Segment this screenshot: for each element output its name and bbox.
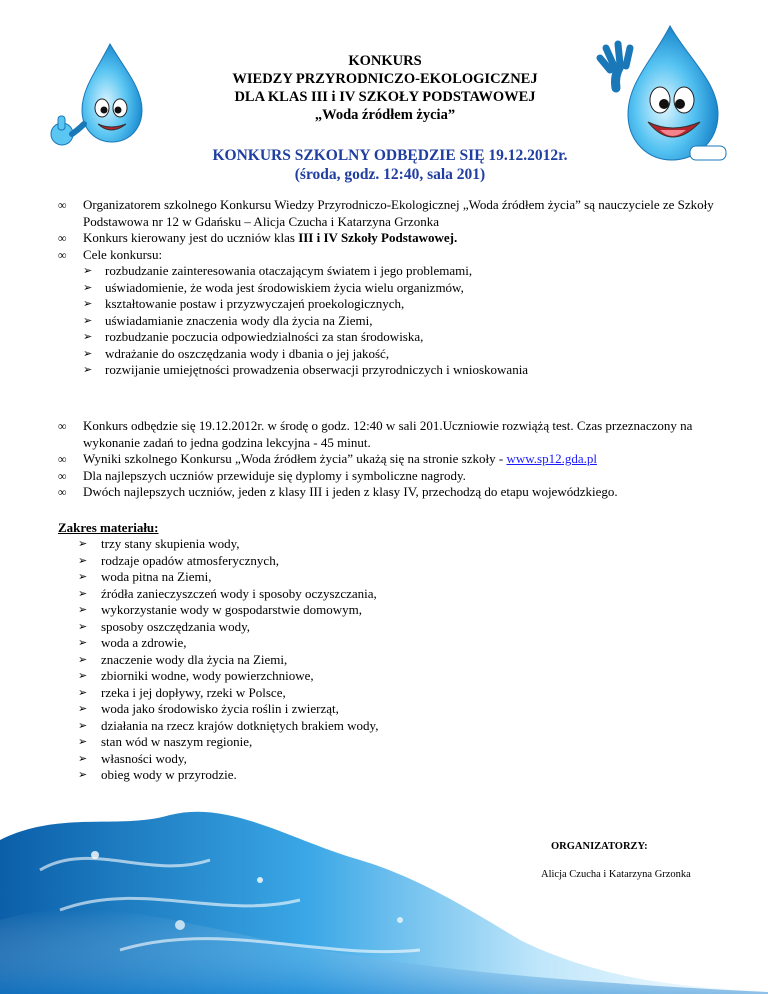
organizers-title: ORGANIZATORZY: — [551, 841, 648, 852]
goal-item: ➢ uświadomienie, że woda jest środowiskiem życia wielu organizmów, — [83, 279, 464, 295]
arrow-bullet-icon: ➢ — [83, 347, 93, 360]
material-scope-title: Zakres materiału: — [58, 520, 159, 535]
arrow-bullet-icon: ➢ — [78, 571, 88, 583]
arrow-bullet-icon: ➢ — [78, 637, 88, 649]
title-line-3: DLA KLAS III i IV SZKOŁY PODSTAWOWEJ — [234, 89, 536, 105]
goal-item: ➢ uświadamianie znaczenia wody dla życia na Ziemi, — [83, 312, 373, 328]
material-item: ➢ obieg wody w przyrodzie. — [78, 767, 237, 782]
goal-item: ➢ wdrażanie do oszczędzania wody i dbania o jej jakość, — [83, 345, 390, 361]
arrow-bullet-icon: ➢ — [83, 298, 93, 310]
material-item: ➢ woda pitna na Ziemi, — [78, 569, 212, 584]
material-item: ➢ zbiorniki wodne, wody powierzchniowe, — [78, 668, 314, 683]
arrow-bullet-icon: ➢ — [83, 364, 93, 376]
arrow-bullet-icon: ➢ — [78, 769, 88, 781]
goals-list — [58, 263, 748, 379]
goal-item: ➢ rozwijanie umiejętności prowadzenia obserwacji przyrodniczych i wnioskowania — [83, 362, 529, 377]
material-item: ➢ działania na rzecz krajów dotkniętych brakiem wody, — [78, 717, 379, 733]
infinity-bullet-icon: ∞ — [58, 198, 67, 212]
arrow-bullet-icon: ➢ — [78, 686, 88, 699]
arrow-bullet-icon: ➢ — [78, 554, 88, 567]
material-item: ➢ woda jako środowisko życia roślin i zwierząt, — [78, 701, 339, 716]
material-item: ➢ źródła zanieczyszczeń wody i sposoby oczyszczania, — [78, 585, 377, 601]
date-announcement-line-1: KONKURS SZKOLNY ODBĘDZIE SIĘ 19.12.2012r. — [212, 147, 568, 164]
material-item: ➢ rodzaje opadów atmosferycznych, — [78, 552, 279, 568]
arrow-bullet-icon: ➢ — [83, 265, 93, 277]
material-item: ➢ trzy stany skupienia wody, — [78, 536, 240, 551]
arrow-bullet-icon: ➢ — [78, 752, 88, 765]
arrow-bullet-icon: ➢ — [78, 604, 88, 616]
list-item: ∞ Wyniki szkolnego Konkursu „Woda źródłem życia” ukażą się na stronie szkoły - www.sp12.gda.pl — [58, 451, 597, 466]
material-item: ➢ woda a zdrowie, — [78, 635, 187, 650]
list-item: ∞ Cele konkursu: — [58, 246, 163, 262]
arrow-bullet-icon: ➢ — [83, 314, 93, 327]
material-item: ➢ rzeka i jej dopływy, rzeki w Polsce, — [78, 684, 286, 700]
material-scope-list — [78, 536, 378, 784]
water-drop-mascot-left — [38, 38, 158, 148]
list-item: ∞ Konkurs odbędzie się 19.12.2012r. w środę o godz. 12:40 w sali 201.Uczniowie rozwiążą test. Czas przeznaczony na wykonanie zadań to jedna godzina lekcyjna - 45 minut. — [58, 418, 693, 450]
goal-item: ➢ rozbudzanie poczucia odpowiedzialności za stan środowiska, — [83, 329, 424, 344]
arrow-bullet-icon: ➢ — [83, 331, 93, 343]
date-announcement — [110, 146, 670, 184]
infinity-bullet-icon: ∞ — [58, 231, 67, 245]
material-item: ➢ znaczenie wody dla życia na Ziemi, — [78, 651, 288, 667]
list-item: ∞ Dwóch najlepszych uczniów, jeden z klasy III i jeden z klasy IV, przechodzą do etapu wojewódzkiego. — [58, 484, 618, 499]
arrow-bullet-icon: ➢ — [78, 538, 88, 550]
list-item: ∞ Dla najlepszych uczniów przewiduje się dyplomy i symboliczne nagrody. — [58, 467, 466, 483]
infinity-bullet-icon: ∞ — [58, 452, 67, 466]
list-item: ∞ Organizatorem szkolnego Konkursu Wiedzy Przyrodniczo-Ekologicznej „Woda źródłem życia” są nauczyciele ze Szkoły Podstawowa nr 12 w Gdańsku – Alicja Czucha i Katarzyna Grzonka — [58, 197, 714, 229]
arrow-bullet-icon: ➢ — [78, 587, 88, 600]
infinity-bullet-icon: ∞ — [58, 485, 67, 499]
info-list-1 — [58, 197, 748, 379]
date-announcement-line-2: (środa, godz. 12:40, sala 201) — [294, 166, 486, 183]
material-item: ➢ wykorzystanie wody w gospodarstwie domowym, — [78, 602, 363, 617]
arrow-bullet-icon: ➢ — [78, 670, 88, 682]
title-line-2: WIEDZY PRZYRODNICZO-EKOLOGICZNEJ — [232, 71, 538, 87]
arrow-bullet-icon: ➢ — [83, 281, 93, 294]
goal-item: ➢ rozbudzanie zainteresowania otaczającym światem i jego problemami, — [83, 263, 473, 278]
info-list-2 — [58, 418, 748, 501]
title-line-1: KONKURS — [348, 53, 422, 69]
water-splash-image — [0, 800, 768, 994]
title-line-4: „Woda źródłem życia” — [314, 107, 456, 123]
goal-item: ➢ kształtowanie postaw i przyzwyczajeń proekologicznych, — [83, 296, 405, 311]
organizers-names: Alicja Czucha i Katarzyna Grzonka — [541, 869, 691, 880]
material-item: ➢ własności wody, — [78, 750, 187, 766]
material-item: ➢ sposoby oszczędzania wody, — [78, 618, 250, 634]
document-title — [150, 52, 620, 124]
arrow-bullet-icon: ➢ — [78, 653, 88, 666]
arrow-bullet-icon: ➢ — [78, 620, 88, 633]
school-website-link[interactable]: www.sp12.gda.pl — [506, 451, 597, 466]
infinity-bullet-icon: ∞ — [58, 468, 67, 483]
arrow-bullet-icon: ➢ — [78, 719, 88, 732]
infinity-bullet-icon: ∞ — [58, 419, 67, 433]
arrow-bullet-icon: ➢ — [78, 736, 88, 748]
list-item: ∞ Konkurs kierowany jest do uczniów klas III i IV Szkoły Podstawowej. — [58, 230, 458, 245]
arrow-bullet-icon: ➢ — [78, 703, 88, 715]
infinity-bullet-icon: ∞ — [58, 247, 67, 262]
material-item: ➢ stan wód w naszym regionie, — [78, 734, 253, 749]
